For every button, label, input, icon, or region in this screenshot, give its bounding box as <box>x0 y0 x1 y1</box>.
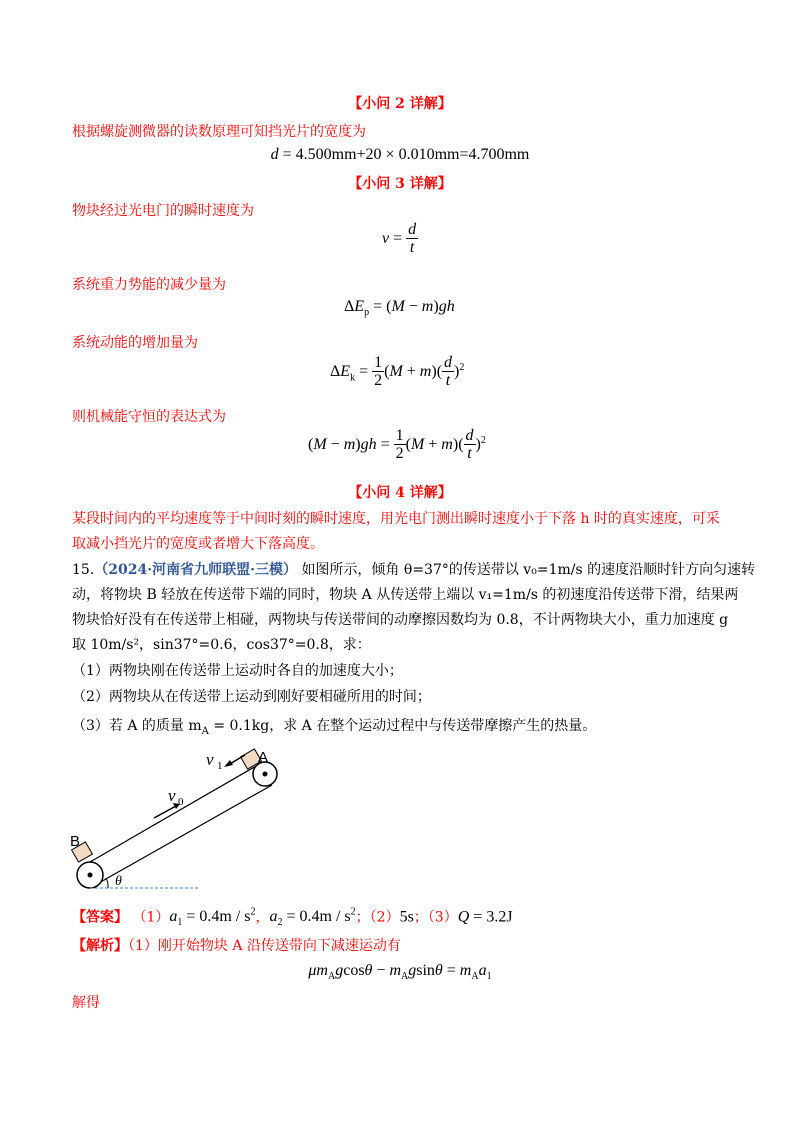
analysis-line <box>72 936 401 956</box>
answer-line: 【答案】 $(1)a_1 = 0.4m / s^2$，$a_2 = 0.4m / s^2$；（2）5s；（3）Q = 3.2J <box>72 907 513 929</box>
sec4-line2: 取减小挡光片的宽度或者增大下落高度。 <box>72 536 324 552</box>
eq-d: d = 4.500mm+20 × 0.010mm=4.700mm <box>270 146 530 163</box>
q15-part1: （1）两物块刚在传送带上运动时各自的加速度大小； <box>72 663 403 679</box>
eq-v: v = $\frac{d}{t}$ <box>382 221 417 256</box>
theta-label: θ <box>115 874 122 889</box>
v0-label: v <box>168 786 176 805</box>
conveyor-figure <box>60 745 269 895</box>
sec2-text: 根据螺旋测微器的读数原理可知挡光片的宽度为 <box>72 124 366 140</box>
sec2-heading: 【小问 2 详解】 <box>348 96 452 112</box>
block-a-label: A <box>258 749 269 766</box>
q15-part3: （3）若 A 的质量 $m_A = 0.1kg$，求 A 在整个运动过程中与传送带摩擦产生的热量。 <box>72 718 597 737</box>
eq-friction: $\mu m_Agcos\theta - m_Agsin\theta = m_Aa_1$ <box>308 962 492 983</box>
q15-number: 15. <box>72 562 95 578</box>
q15-first-line <box>72 560 755 580</box>
v0-subscript: 0 <box>178 796 184 808</box>
top-pulley-axle <box>263 772 268 777</box>
q15-line4: 取 10m/s²，sin37°=0.6，cos37°=0.8，求： <box>72 637 371 653</box>
v1-label: v <box>206 750 214 769</box>
q15-part2: （2）两物块从在传送带上运动到刚好要相碰所用的时间； <box>72 689 431 705</box>
answer-label: 【答案】 <box>72 909 128 926</box>
block-b-label: B <box>70 833 81 850</box>
sec3-text4: 则机械能守恒的表达式为 <box>72 409 226 425</box>
q15-source: （2024·河南省九师联盟·三模） <box>94 562 297 578</box>
sec4-heading: 【小问 4 详解】 <box>348 485 452 501</box>
bottom-pulley-axle <box>88 873 93 878</box>
solve-text: 解得 <box>72 995 100 1011</box>
eq-ek: $\Delta E_k$ = $\frac{1}{2}$ (M + m)( $\frac{d}{t}$ )$^2$ <box>330 354 465 389</box>
eq-conservation: (M − m)gh = $\frac{1}{2}$ (M + m)( $\frac{d}{t}$ )$^2$ <box>308 427 486 462</box>
analysis-label: 【解析】 <box>72 938 128 954</box>
sec3-text2: 系统重力势能的减少量为 <box>72 277 226 293</box>
q15-line2: 动，将物块 B 轻放在传送带下端的同时，物块 A 从传送带上端以 v₁=1m/s 的初速度沿传送带下滑，结果两 <box>72 587 739 603</box>
angle-arc <box>106 878 108 888</box>
sec4-line1: 某段时间内的平均速度等于中间时刻的瞬时速度，用光电门测出瞬时速度小于下落 h 时的真实速度，可采 <box>72 511 720 527</box>
sec3-heading: 【小问 3 详解】 <box>348 176 452 192</box>
belt-top-line <box>90 762 263 862</box>
v0-arrow <box>154 806 176 818</box>
sec3-text1: 物块经过光电门的瞬时速度为 <box>72 203 254 219</box>
v1-subscript: 1 <box>217 760 223 772</box>
analysis-text: （1）刚开始物块 A 沿传送带向下减速运动有 <box>128 938 401 954</box>
q15-line3: 物块恰好没有在传送带上相碰，两物块与传送带间的动摩擦因数均为 0.8，不计两物块大小，重力加速度 g <box>72 612 729 628</box>
q15-line1: 如图所示，倾角 θ=37°的传送带以 v₀=1m/s 的速度沿顺时针方向匀速转 <box>301 562 756 578</box>
sec3-text3: 系统动能的增加量为 <box>72 335 198 351</box>
eq-ep: $\Delta E_p = (M - m)gh$ <box>344 298 455 319</box>
v1-arrowhead <box>224 760 233 767</box>
